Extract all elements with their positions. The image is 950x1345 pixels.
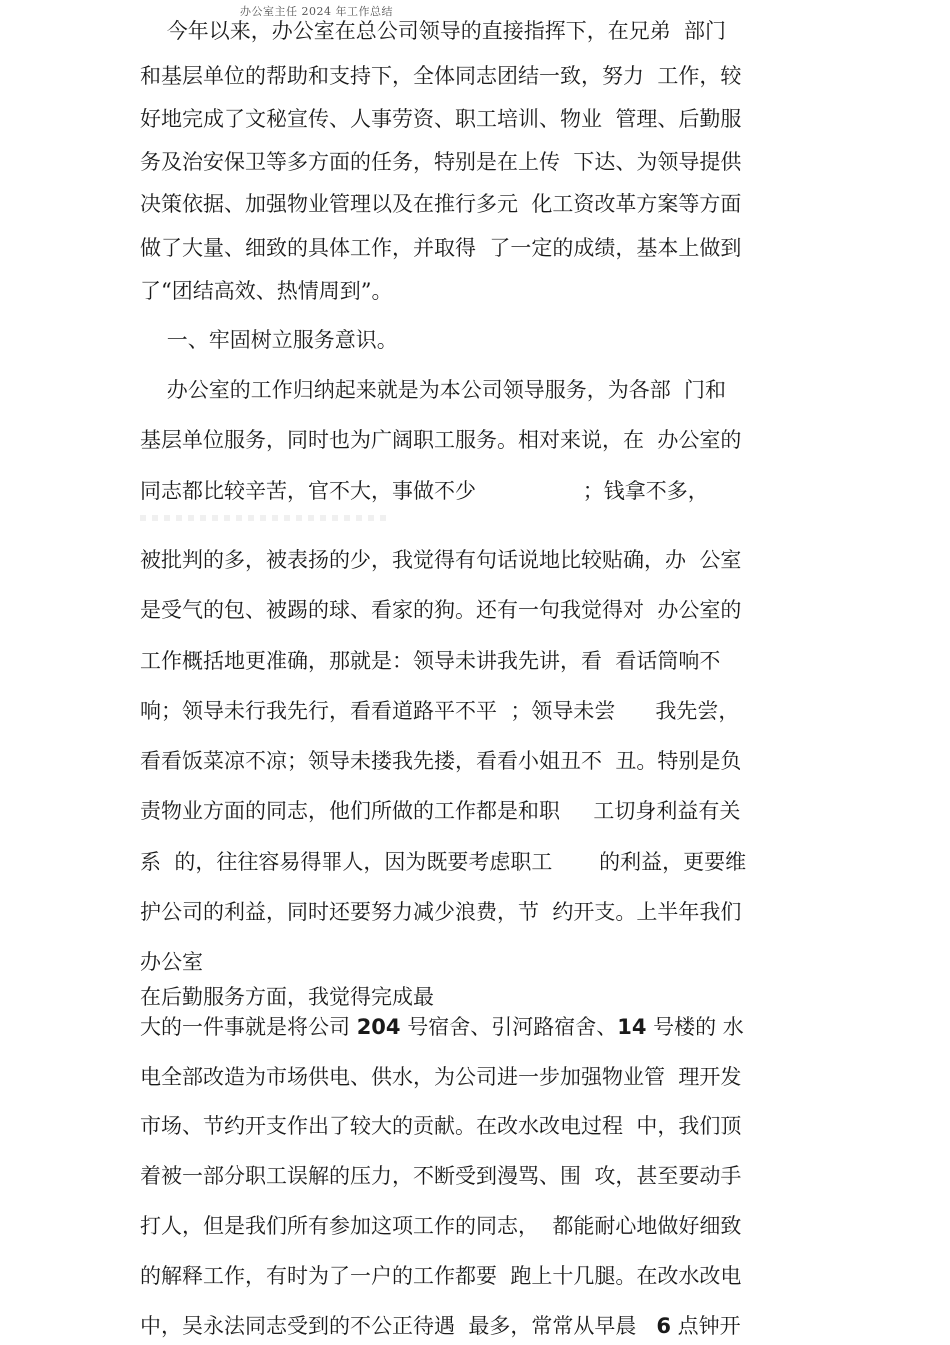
text-line: 务及治安保卫等多方面的任务，特别是在上传 下达、为领导提供 [140,150,742,174]
text-line: 同志都比较辛苦，官不大，事做不少 ；钱拿不多， [140,479,709,503]
text-line: 决策依据、加强物业管理以及在推行多元 化工资改革方案等方面 [140,192,742,216]
text-line: 着被一部分职工误解的压力，不断受到漫骂、围 攻，甚至要动手 [140,1164,742,1188]
text-line: 办公室的工作归纳起来就是为本公司领导服务，为各部 门和 [140,378,727,402]
text-line: 好地完成了文秘宣传、人事劳资、职工培训、物业 管理、后勤服 [140,107,742,131]
text-line: 工作概括地更准确，那就是：领导未讲我先讲，看 看话筒响不 [140,649,721,673]
text-line: 和基层单位的帮助和支持下，全体同志团结一致，努力 工作，较 [140,64,742,88]
text-line: 响；领导未行我先行，看看道路平不平 ；领导未尝 我先尝， [140,699,740,723]
text-line: 办公室 [140,950,203,974]
text-line: 大的一件事就是将公司 204 号宿舍、引河路宿舍、14 号楼的 水 [140,1015,744,1039]
text-line: 做了大量、细致的具体工作，并取得 了一定的成绩，基本上做到 [140,236,742,260]
text-line: 看看饭菜凉不凉；领导未搂我先搂，看看小姐丑不 丑。特别是负 [140,749,742,773]
text-line: 打人，但是我们所有参加这项工作的同志， 都能耐心地做好细致 [140,1214,742,1238]
text-line: 中，吴永法同志受到的不公正待遇 最多，常常从早晨 6 点钟开 [140,1314,741,1338]
text-line: 被批判的多，被表扬的少，我觉得有句话说地比较贴确，办 公室 [140,548,742,572]
text-line: 系 的，往往容易得罪人，因为既要考虑职工 的利益，更要维 [140,850,747,874]
text-line: 电全部改造为市场供电、供水，为公司进一步加强物业管 理开发 [140,1065,742,1089]
text-line: 的解释工作，有时为了一户的工作都要 跑上十几腿。在改水改电 [140,1264,742,1288]
faint-scan-mark [140,515,390,521]
text-line: 市场、节约开支作出了较大的贡献。在改水改电过程 中，我们顶 [140,1114,742,1138]
text-line: 基层单位服务，同时也为广阔职工服务。相对来说，在 办公室的 [140,428,742,452]
text-line: 是受气的包、被踢的球、看家的狗。还有一句我觉得对 办公室的 [140,598,742,622]
text-line: 一、牢固树立服务意识。 [140,328,398,352]
text-line: 了“团结高效、热情周到”。 [140,279,393,303]
text-line: 今年以来，办公室在总公司领导的直接指挥下，在兄弟 部门 [140,19,727,43]
text-line: 责物业方面的同志，他们所做的工作都是和职 工切身利益有关 [140,799,741,823]
text-line: 在后勤服务方面，我觉得完成最 [140,985,434,1009]
text-line: 护公司的利益，同时还要努力减少浪费，节 约开支。上半年我们 [140,900,742,924]
page-header: 办公室主任 2024 年工作总结 [240,5,393,18]
